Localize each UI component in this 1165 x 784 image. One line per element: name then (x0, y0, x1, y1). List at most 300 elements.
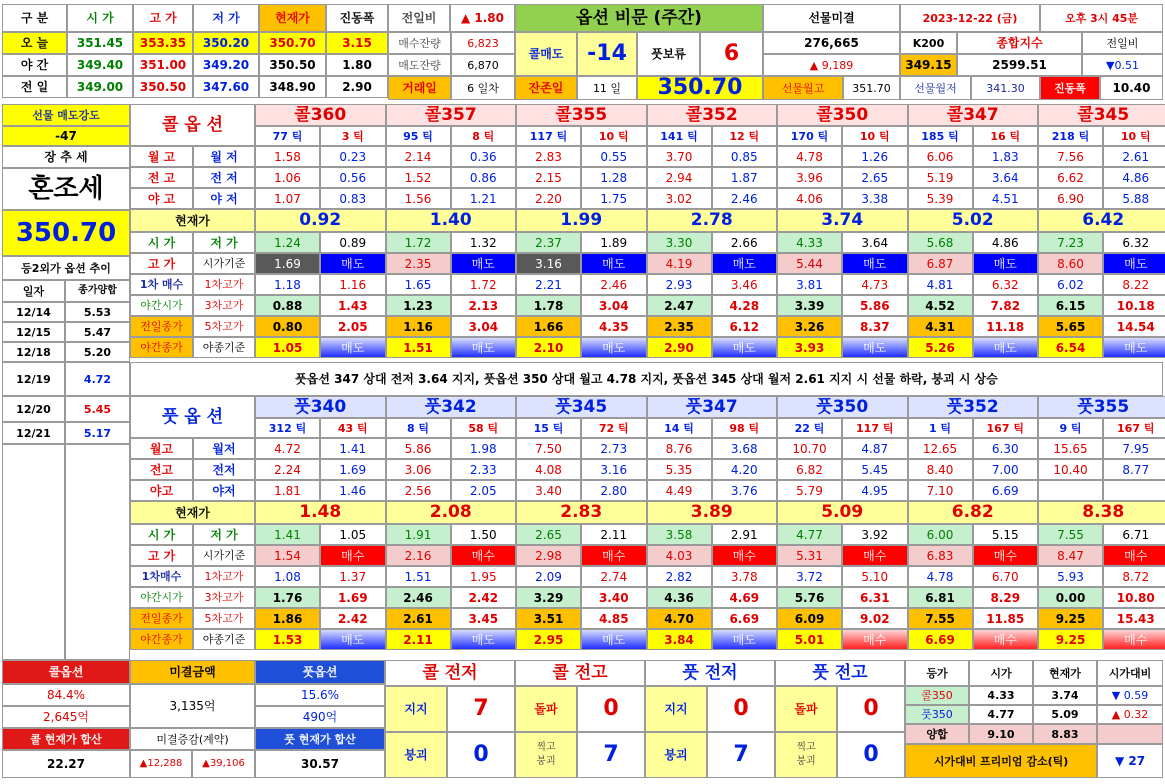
first-high: 8.22 (1103, 274, 1165, 295)
mini-header: 시가대비 (1097, 660, 1163, 686)
third-high: 2.13 (451, 295, 517, 316)
composite-value: 2599.51 (957, 54, 1082, 76)
prev-close: 2.61 (386, 608, 451, 629)
fifth-high: 14.54 (1103, 316, 1165, 337)
date-label: 2023-12-22 (금) (900, 4, 1040, 32)
first-high: 5.10 (842, 566, 908, 587)
low-price: 1.89 (581, 232, 647, 253)
price-high: 2.83 (516, 146, 581, 167)
grid-header: 풋 전고 (775, 660, 905, 686)
fifth-high: 6.69 (712, 608, 778, 629)
low-price: 6.32 (1103, 232, 1165, 253)
price-low: 1.26 (842, 146, 908, 167)
price-row-0-4: 350.70 (259, 32, 326, 54)
high-price: 8.47 (1038, 545, 1103, 566)
first-buy: 2.09 (516, 566, 581, 587)
price-low: 4.86 (1103, 167, 1165, 188)
open-price: 7.55 (1038, 524, 1103, 545)
high-price: 6.87 (908, 253, 973, 274)
price-low: 4.20 (712, 459, 778, 480)
price-low: 6.69 (973, 480, 1039, 501)
fifth-high: 4.35 (581, 316, 647, 337)
first-buy: 3.72 (777, 566, 842, 587)
night-close-label: 야간종가 (130, 629, 193, 650)
current-price: 5.02 (908, 209, 1039, 232)
page-title: 옵션 비문 (주간) (515, 4, 763, 32)
open-interest-change: ▲ 9,189 (763, 54, 900, 76)
first-buy: 2.93 (647, 274, 712, 295)
put-share-amount: 490억 (255, 706, 385, 728)
left-current-price: 350.70 (2, 210, 130, 256)
night-close: 1.05 (255, 337, 320, 358)
price-row-0-0: 오 늘 (2, 32, 67, 54)
price-low: 5.88 (1103, 188, 1165, 209)
prev-close-label: 전일종가 (130, 316, 193, 337)
current-price: 6.42 (1038, 209, 1165, 232)
high-price: 5.31 (777, 545, 842, 566)
night-close-basis-label: 야종기준 (193, 337, 255, 358)
low-price: 2.66 (712, 232, 778, 253)
put-strike-header[interactable]: 풋347 (647, 396, 778, 418)
tick-count: 141 틱 (647, 126, 712, 146)
low-price: 3.92 (842, 524, 908, 545)
analysis-comment: 풋옵션 347 상대 전저 3.64 지지, 풋옵션 350 상대 월고 4.78 지지, 풋옵션 345 상대 월저 2.61 지지 시 선물 하락, 붕괴 시 상승 (130, 362, 1163, 396)
futures-month-low: 341.30 (971, 76, 1040, 100)
price-high (1038, 480, 1103, 501)
price-row-2-0: 전 일 (2, 76, 67, 98)
night-signal: 매도 (1103, 337, 1165, 358)
grid-a-label: 돌파 (515, 686, 577, 732)
tick-count: 95 틱 (386, 126, 451, 146)
price-low: 1.28 (581, 167, 647, 188)
night-open: 1.78 (516, 295, 581, 316)
high-price: 4.19 (647, 253, 712, 274)
price-row-2-4: 348.90 (259, 76, 326, 98)
night-open: 5.76 (777, 587, 842, 608)
night-signal: 매도 (712, 337, 778, 358)
grid-b-value: 7 (707, 732, 775, 778)
sum-open: 9.10 (969, 724, 1033, 744)
tick-count: 43 틱 (320, 418, 386, 438)
price-high: 3.70 (647, 146, 712, 167)
top-header-4: 현재가 (259, 4, 326, 32)
first-high: 6.70 (973, 566, 1039, 587)
open-interest: 276,665 (763, 32, 900, 54)
tick-count: 117 틱 (842, 418, 908, 438)
row-label: 전고 (130, 459, 193, 480)
night-open: 0.00 (1038, 587, 1103, 608)
futures-month-high-label: 선물월고 (763, 76, 843, 100)
high-price: 1.54 (255, 545, 320, 566)
tick-count: 16 틱 (973, 126, 1039, 146)
call-strike-header[interactable]: 콜357 (386, 104, 517, 126)
put-strike-header[interactable]: 풋340 (255, 396, 386, 418)
prev-close: 7.55 (908, 608, 973, 629)
fifth-high: 15.43 (1103, 608, 1165, 629)
third-high: 4.69 (712, 587, 778, 608)
price-high: 1.56 (386, 188, 451, 209)
open-price: 3.58 (647, 524, 712, 545)
third-high: 1.43 (320, 295, 386, 316)
night-close: 2.95 (516, 629, 581, 650)
price-low: 0.85 (712, 146, 778, 167)
sell-strength-value: -47 (2, 126, 130, 146)
prev-label: 전일비 (1082, 32, 1163, 54)
night-close: 6.54 (1038, 337, 1103, 358)
call-strike-header[interactable]: 콜355 (516, 104, 647, 126)
price-high: 6.62 (1038, 167, 1103, 188)
put-strike-header[interactable]: 풋350 (777, 396, 908, 418)
unsettled-amount-value: 3,135억 (130, 684, 255, 728)
third-high: 10.18 (1103, 295, 1165, 316)
price-high: 5.39 (908, 188, 973, 209)
price-high: 3.40 (516, 480, 581, 501)
price-high: 6.06 (908, 146, 973, 167)
first-buy-label: 1차매수 (130, 566, 193, 587)
grid-a-label: 지지 (385, 686, 447, 732)
put-strike-header[interactable]: 풋342 (386, 396, 517, 418)
night-signal: 매도 (581, 337, 647, 358)
grid-a-value: 0 (837, 686, 905, 732)
tick-count: 98 틱 (712, 418, 778, 438)
put-share-pct: 15.6% (255, 684, 385, 706)
price-low: 2.80 (581, 480, 647, 501)
price-low: 1.75 (581, 188, 647, 209)
current-price: 1.48 (255, 501, 386, 524)
row-label: 전 고 (130, 167, 193, 188)
signal-badge: 매도 (451, 253, 517, 274)
signal-badge: 매도 (581, 253, 647, 274)
grid-b-value: 7 (577, 732, 645, 778)
prev-close: 1.66 (516, 316, 581, 337)
high-price: 2.16 (386, 545, 451, 566)
price-row-1-1: 349.40 (67, 54, 133, 76)
first-buy: 6.02 (1038, 274, 1103, 295)
open-price: 2.37 (516, 232, 581, 253)
night-close: 6.69 (908, 629, 973, 650)
third-high-label: 3차고가 (193, 587, 255, 608)
night-signal: 매도 (581, 629, 647, 650)
call-share-pct: 84.4% (2, 684, 130, 706)
signal-badge: 매도 (712, 253, 778, 274)
price-high: 6.90 (1038, 188, 1103, 209)
current-price: 1.40 (386, 209, 517, 232)
tick-count: 12 틱 (712, 126, 778, 146)
night-open: 0.88 (255, 295, 320, 316)
price-high: 7.10 (908, 480, 973, 501)
history-blank (2, 444, 65, 660)
trade-day-label: 거래일 (388, 76, 451, 100)
futures-month-high: 351.70 (843, 76, 900, 100)
open-price: 1.72 (386, 232, 451, 253)
tick-count: 312 틱 (255, 418, 320, 438)
prev-close: 4.70 (647, 608, 712, 629)
grid-b-value: 0 (447, 732, 515, 778)
grid-header: 풋 전저 (645, 660, 775, 686)
call-strike-header[interactable]: 콜352 (647, 104, 778, 126)
row-label: 월 저 (193, 146, 255, 167)
signal-badge: 매수 (973, 545, 1039, 566)
grid-header: 콜 전고 (515, 660, 645, 686)
price-high: 4.06 (777, 188, 842, 209)
price-high: 2.15 (516, 167, 581, 188)
fifth-high: 11.18 (973, 316, 1039, 337)
third-high: 3.40 (581, 587, 647, 608)
top-header-1: 시 가 (67, 4, 133, 32)
grid-b-value: 0 (837, 732, 905, 778)
history-date: 12/15 (2, 322, 65, 342)
open-price: 3.30 (647, 232, 712, 253)
night-close: 2.10 (516, 337, 581, 358)
history-blank (65, 444, 130, 660)
put-strike-header[interactable]: 풋355 (1038, 396, 1165, 418)
tick-count: 3 틱 (320, 126, 386, 146)
put-hold-label: 풋보류 (637, 32, 700, 76)
signal-badge: 매수 (581, 545, 647, 566)
tick-count: 72 틱 (581, 418, 647, 438)
grid-a-label: 돌파 (775, 686, 837, 732)
low-price: 3.64 (842, 232, 908, 253)
row-label: 야저 (193, 480, 255, 501)
night-signal: 매도 (842, 337, 908, 358)
tick-count: 218 틱 (1038, 126, 1103, 146)
trend-value: 혼조세 (2, 168, 130, 210)
signal-badge: 매도 (1103, 253, 1165, 274)
current-price: 2.08 (386, 501, 517, 524)
high-price: 6.83 (908, 545, 973, 566)
price-row-1-3: 349.20 (193, 54, 259, 76)
volatility-label: 진동폭 (1040, 76, 1100, 100)
row-label: 월고 (130, 438, 193, 459)
tick-count: 14 틱 (647, 418, 712, 438)
open-price: 1.24 (255, 232, 320, 253)
night-open: 6.15 (1038, 295, 1103, 316)
night-open: 2.47 (647, 295, 712, 316)
price-low: 3.76 (712, 480, 778, 501)
price-low: 1.83 (973, 146, 1039, 167)
tick-count: 9 틱 (1038, 418, 1103, 438)
low-price: 1.32 (451, 232, 517, 253)
call-strike-header[interactable]: 콜345 (1038, 104, 1165, 126)
price-row-2-5: 2.90 (326, 76, 388, 98)
tick-count: 10 틱 (842, 126, 908, 146)
price-high: 12.65 (908, 438, 973, 459)
price-high: 2.94 (647, 167, 712, 188)
buy-remain-label: 매수잔량 (388, 32, 451, 54)
history-date: 12/18 (2, 342, 65, 362)
mini-cell: 4.33 (969, 686, 1033, 705)
put-strike-header[interactable]: 풋352 (908, 396, 1039, 418)
price-low: 0.56 (320, 167, 386, 188)
price-low: 1.87 (712, 167, 778, 188)
first-high-label: 1차고가 (193, 566, 255, 587)
current-price: 3.89 (647, 501, 778, 524)
third-high: 8.29 (973, 587, 1039, 608)
history-sum-header: 종가양합 (65, 280, 130, 302)
price-low: 7.95 (1103, 438, 1165, 459)
high-label: 고 가 (130, 253, 193, 274)
tick-count: 8 틱 (386, 418, 451, 438)
prev-close: 5.65 (1038, 316, 1103, 337)
night-open-label: 야간시가 (130, 587, 193, 608)
tick-count: 1 틱 (908, 418, 973, 438)
price-high: 5.35 (647, 459, 712, 480)
night-open-label: 야간시가 (130, 295, 193, 316)
price-low: 2.73 (581, 438, 647, 459)
call-strike-header[interactable]: 콜360 (255, 104, 386, 126)
price-low: 2.46 (712, 188, 778, 209)
current-price: 2.83 (516, 501, 647, 524)
put-strike-header[interactable]: 풋345 (516, 396, 647, 418)
first-high: 2.74 (581, 566, 647, 587)
call-share-amount: 2,645억 (2, 706, 130, 728)
prev-close: 6.09 (777, 608, 842, 629)
mini-header: 시가 (969, 660, 1033, 686)
price-low: 1.98 (451, 438, 517, 459)
low-price: 2.11 (581, 524, 647, 545)
price-low: 4.51 (973, 188, 1039, 209)
sell-remain-label: 매도잔량 (388, 54, 451, 76)
tick-count: 10 틱 (1103, 126, 1165, 146)
night-close: 5.26 (908, 337, 973, 358)
price-row-1-0: 야 간 (2, 54, 67, 76)
third-high: 3.04 (581, 295, 647, 316)
composite-label: 종합지수 (957, 32, 1082, 54)
tick-count: 167 틱 (973, 418, 1039, 438)
night-close: 2.90 (647, 337, 712, 358)
price-row-0-5: 3.15 (326, 32, 388, 54)
price-low: 1.21 (451, 188, 517, 209)
night-signal: 매도 (712, 629, 778, 650)
low-price: 2.91 (712, 524, 778, 545)
price-low: 0.86 (451, 167, 517, 188)
night-signal: 매수 (842, 629, 908, 650)
signal-badge: 매수 (451, 545, 517, 566)
k200-label: K200 (900, 32, 957, 54)
top-header-6: 전일비 (388, 4, 450, 32)
open-price: 6.00 (908, 524, 973, 545)
put-sum-value: 30.57 (255, 750, 385, 778)
prev-close-label: 전일종가 (130, 608, 193, 629)
first-buy: 5.93 (1038, 566, 1103, 587)
prev-close: 1.86 (255, 608, 320, 629)
price-high: 8.76 (647, 438, 712, 459)
grid-a-value: 0 (707, 686, 775, 732)
call-sell-value: -14 (577, 32, 637, 76)
price-low (1103, 480, 1165, 501)
tick-count: 15 틱 (516, 418, 581, 438)
open-price: 4.33 (777, 232, 842, 253)
futures-unsettled-label: 선물미결 (763, 4, 900, 32)
low-label: 저 가 (193, 232, 255, 253)
night-signal: 매수 (973, 629, 1039, 650)
price-low: 0.23 (320, 146, 386, 167)
call-strike-header[interactable]: 콜347 (908, 104, 1039, 126)
trend-label: 장 추 세 (2, 146, 130, 168)
history-value: 4.72 (65, 362, 130, 396)
fifth-high: 9.02 (842, 608, 908, 629)
oi-delta-2: ▲39,106 (192, 750, 255, 778)
mini-cell: 콜350 (905, 686, 969, 705)
mini-cell: 5.09 (1033, 705, 1097, 724)
open-label: 시 가 (130, 524, 193, 545)
first-high: 1.95 (451, 566, 517, 587)
price-high: 7.50 (516, 438, 581, 459)
row-label: 월 고 (130, 146, 193, 167)
tick-count: 58 틱 (451, 418, 517, 438)
price-low: 1.46 (320, 480, 386, 501)
prev-close: 9.25 (1038, 608, 1103, 629)
high-price: 4.03 (647, 545, 712, 566)
price-low: 6.30 (973, 438, 1039, 459)
night-signal: 매도 (320, 337, 386, 358)
unsettled-amount-header: 미결금액 (130, 660, 255, 684)
signal-badge: 매도 (320, 253, 386, 274)
third-high: 1.69 (320, 587, 386, 608)
mini-header: 현재가 (1033, 660, 1097, 686)
price-high: 7.56 (1038, 146, 1103, 167)
fifth-high: 3.45 (451, 608, 517, 629)
open-basis-label: 시가기준 (193, 253, 255, 274)
tick-count: 8 틱 (451, 126, 517, 146)
k200-value: 349.15 (900, 54, 957, 76)
tick-count: 167 틱 (1103, 418, 1165, 438)
tick-count: 22 틱 (777, 418, 842, 438)
put-sum-label: 풋 현재가 합산 (255, 728, 385, 750)
composite-change: ▼0.51 (1082, 54, 1163, 76)
price-high: 5.79 (777, 480, 842, 501)
first-high: 1.37 (320, 566, 386, 587)
high-price: 1.69 (255, 253, 320, 274)
remain-day-label: 잔존일 (515, 76, 577, 100)
current-price: 5.09 (777, 501, 908, 524)
night-close: 2.11 (386, 629, 451, 650)
first-high: 4.73 (842, 274, 908, 295)
call-strike-header[interactable]: 콜350 (777, 104, 908, 126)
night-open: 2.46 (386, 587, 451, 608)
current-price: 8.38 (1038, 501, 1165, 524)
mini-cell: 3.74 (1033, 686, 1097, 705)
first-high: 3.46 (712, 274, 778, 295)
third-high: 4.28 (712, 295, 778, 316)
third-high: 6.31 (842, 587, 908, 608)
price-row-2-1: 349.00 (67, 76, 133, 98)
open-price: 5.68 (908, 232, 973, 253)
buy-remain-value: 6,823 (451, 32, 515, 54)
low-price: 6.71 (1103, 524, 1165, 545)
grid-a-label: 지지 (645, 686, 707, 732)
high-price: 2.35 (386, 253, 451, 274)
fifth-high: 11.85 (973, 608, 1039, 629)
tick-count: 10 틱 (581, 126, 647, 146)
fifth-high: 8.37 (842, 316, 908, 337)
price-high: 4.78 (777, 146, 842, 167)
volatility-value: 10.40 (1100, 76, 1163, 100)
tick-count: 170 틱 (777, 126, 842, 146)
history-value: 5.47 (65, 322, 130, 342)
prev-close: 4.31 (908, 316, 973, 337)
top-header-2: 고 가 (133, 4, 193, 32)
first-buy: 1.65 (386, 274, 451, 295)
price-low: 2.61 (1103, 146, 1165, 167)
low-price: 1.05 (320, 524, 386, 545)
put-section-title: 풋 옵 션 (130, 396, 255, 438)
first-high: 1.16 (320, 274, 386, 295)
row-label: 전저 (193, 459, 255, 480)
first-buy: 2.82 (647, 566, 712, 587)
remain-day-value: 11 일 (577, 76, 637, 100)
high-price: 5.44 (777, 253, 842, 274)
